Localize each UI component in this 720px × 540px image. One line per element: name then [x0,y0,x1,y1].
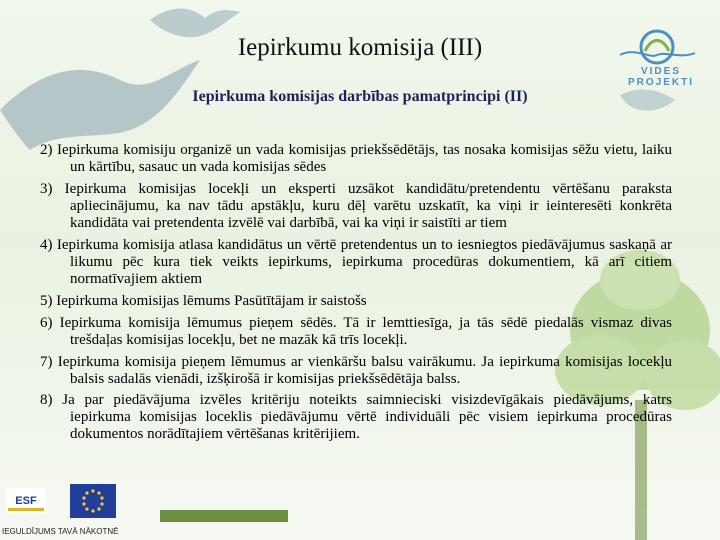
slide-subtitle: Iepirkuma komisijas darbības pamatprincipi (II) [192,88,528,105]
slide-title: Iepirkumu komisija (III) [237,34,483,61]
list-item: 3) Iepirkuma komisijas locekļi un eksperti uzsākot kandidātu/pretendentu vērtēšanu paraksta apliecinājumu, ka nav tādu apstākļu, kuru dēļ varētu uzskatīt, ka viņi ir ieinteresēti konkrēta kandidāta vai pretendenta izvēlē vai darbībā, vai ka viņi ir saistīti ar tiem [40,181,672,231]
list-item: 5) Iepirkuma komisijas lēmums Pasūtītājam ir saistošs [40,293,367,309]
list-item: 7) Iepirkuma komisija pieņem lēmumus ar vienkāršu balsu vairākumu. Ja iepirkuma komisijas locekļu balsis sadalās vienādi, izšķirošā ir komisijas priekšsēdētāja balss. [40,354,672,387]
list-item: 4) Iepirkuma komisija atlasa kandidātus un vērtē pretendentus un to iesniegtos piedāvājumus saskaņā ar likumu pēc kura tiek veikts iepirkums, iepirkuma procedūras dokumentiem, kā arī citiem normatīvajiem aktiem [40,237,672,287]
partner-logo-strip [160,510,288,522]
investment-slogan: IEGULDĪJUMS TAVĀ NĀKOTNĒ [2,527,119,536]
eu-flag-icon [70,484,116,518]
principles-list [40,142,672,447]
esf-label: ESF [15,495,37,507]
brand-name: VIDES PROJEKTI [627,66,694,88]
list-item: 8) Ja par piedāvājuma izvēles kritēriju noteikts saimnieciski visizdevīgākais piedāvājums, katrs iepirkuma komisijas loceklis piedāvājumu vērtē individuāli pēc visiem iepirkuma procedūras dokumentos norādītajiem vērtēšanas kritērijiem. [40,392,672,442]
list-item: 6) Iepirkuma komisija lēmumus pieņem sēdēs. Tā ir lemttiesīga, ja tās sēdē piedalās vismaz divas trešdaļas komisijas locekļu, bet ne mazāk kā trīs locekļi. [40,315,672,348]
list-item: 2) Iepirkuma komisiju organizē un vada komisijas priekšsēdētājs, tas nosaka komisijas sēžu vietu, laiku un kārtību, sasauc un vada komisijas sēdes [40,142,672,175]
esf-logo [6,488,46,514]
